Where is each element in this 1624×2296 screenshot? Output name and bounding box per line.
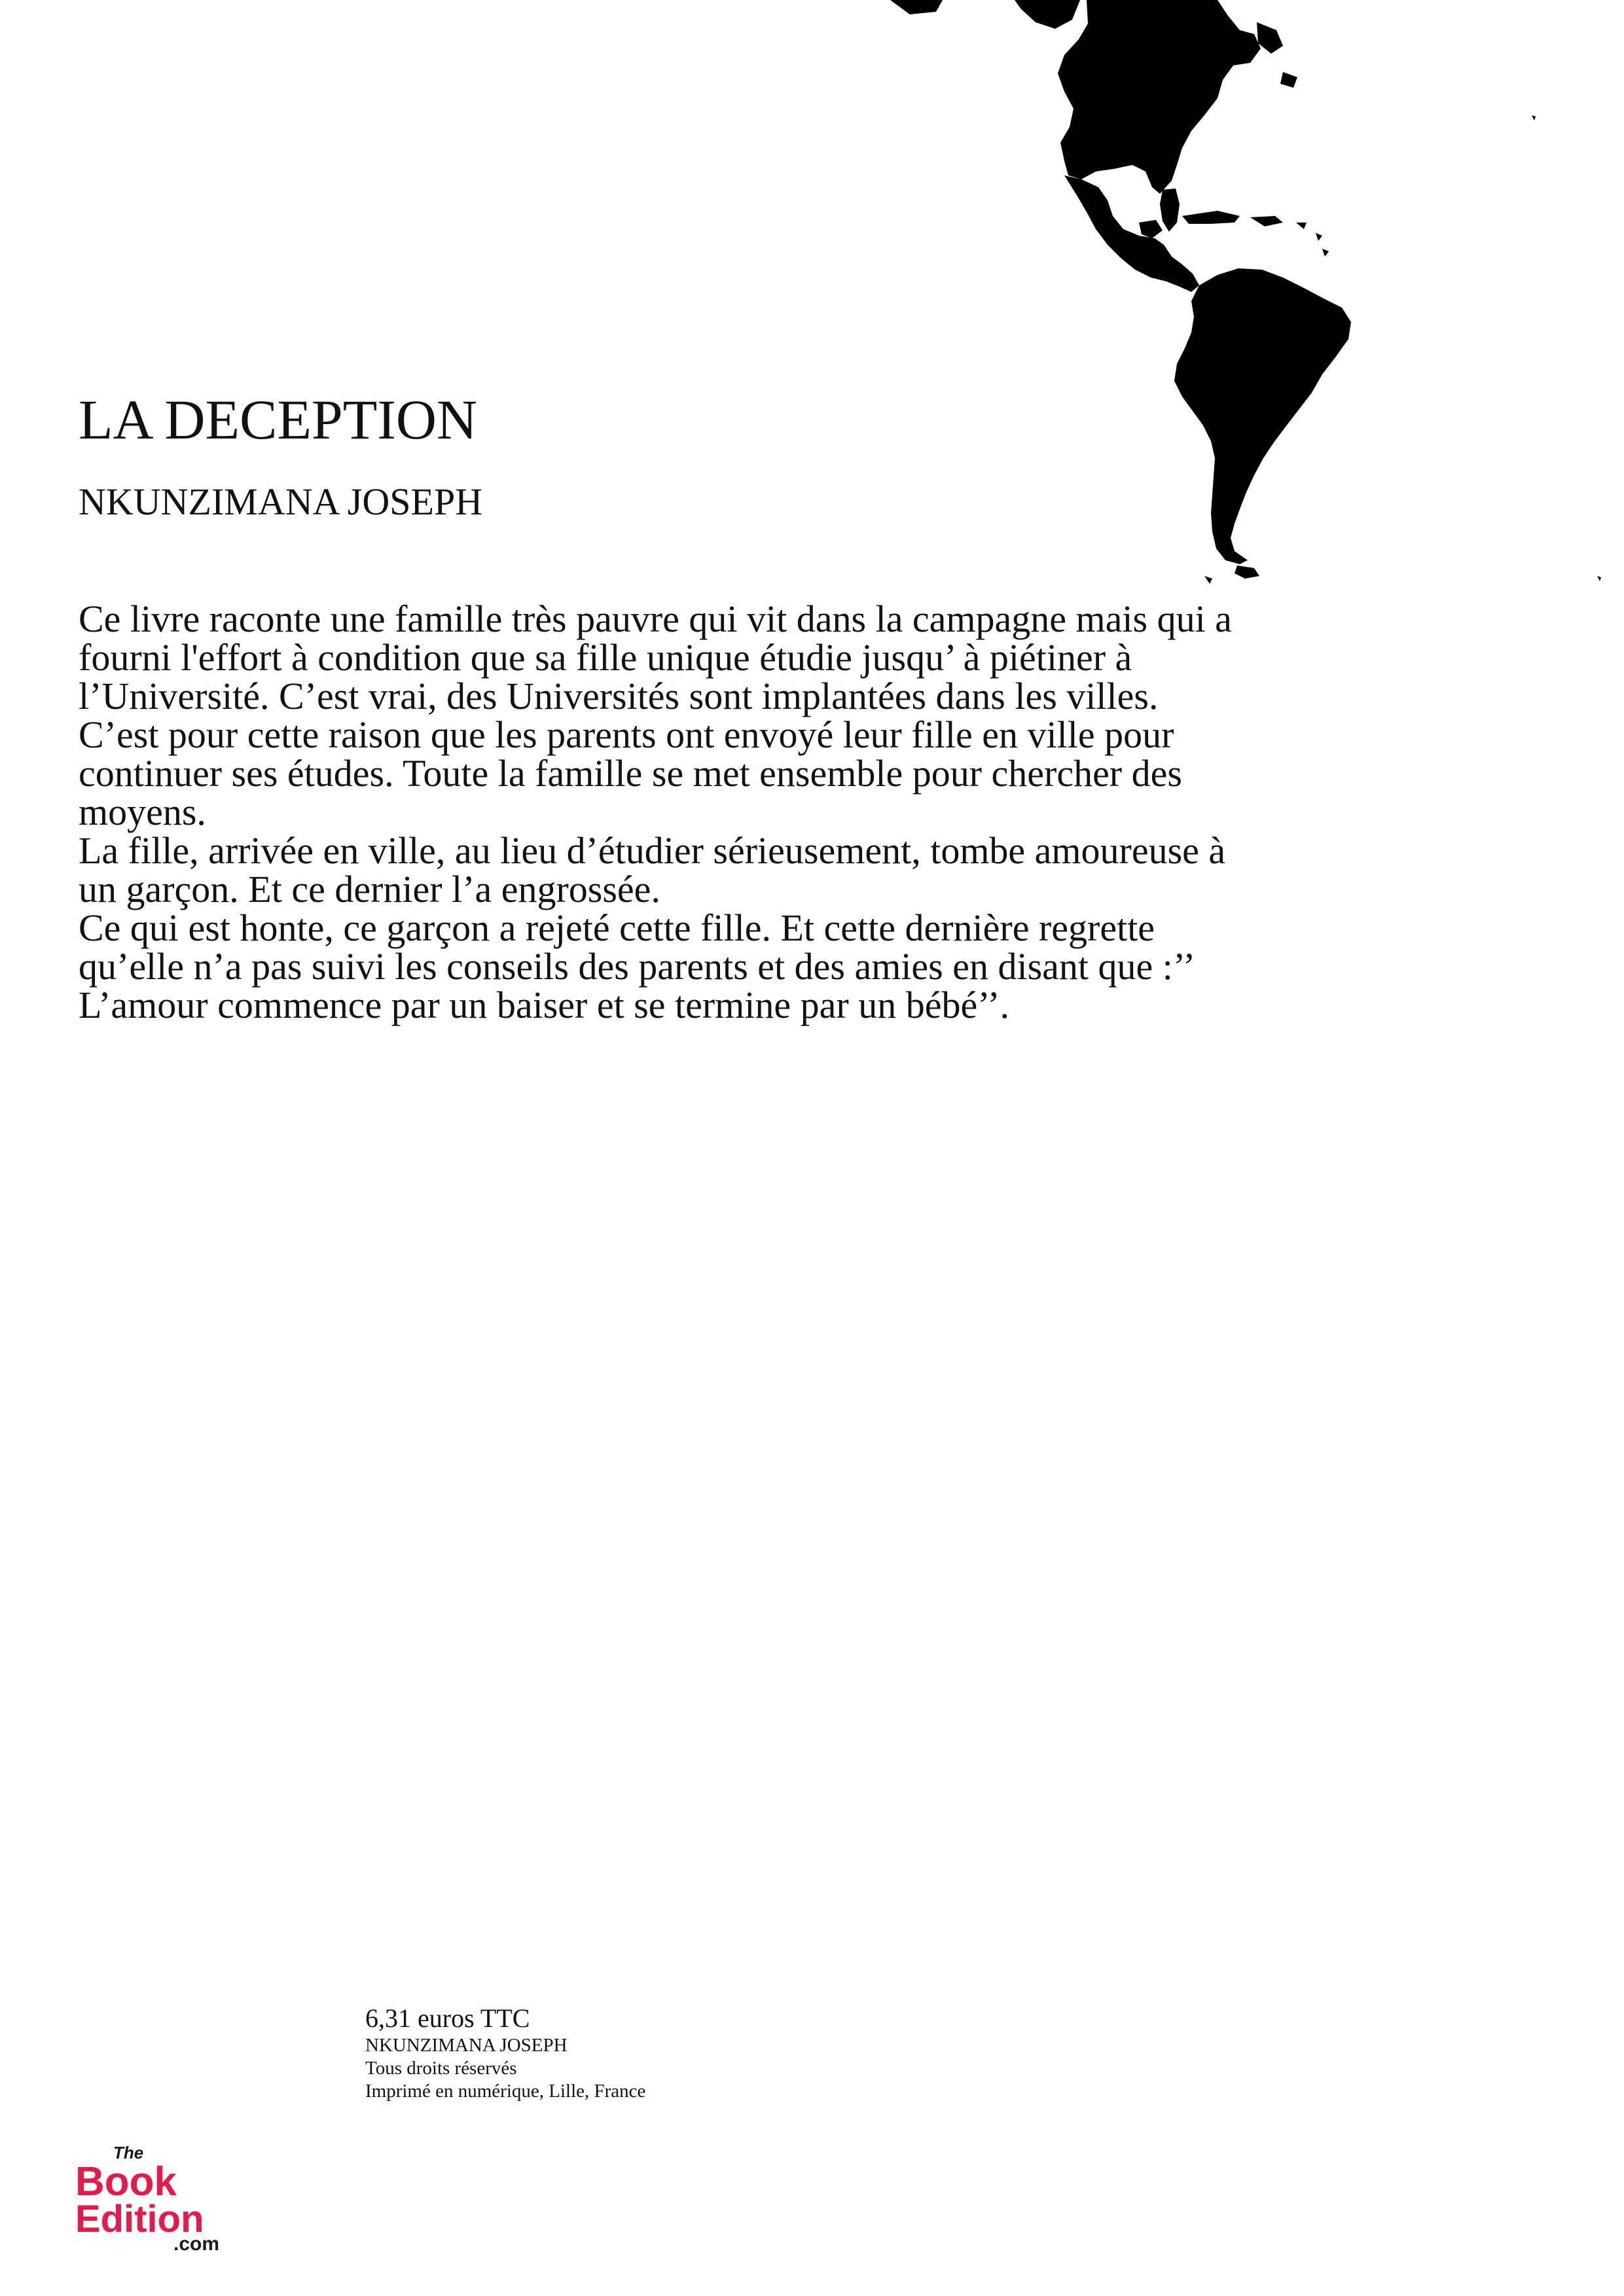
price: 6,31 euros TTC	[365, 2003, 530, 2033]
rights-notice: Tous droits réservés	[365, 2058, 517, 2079]
colophon	[365, 2003, 954, 2103]
synopsis-paragraph: La fille, arrivée en ville, au lieu d’étudier sérieusement, tombe amoureuse à un garçon. Et ce dernier l’a engrossée.	[79, 829, 1226, 910]
logo-com: .com	[173, 2233, 220, 2253]
print-location: Imprimé en numérique, Lille, France	[365, 2081, 646, 2102]
book-author: NKUNZIMANA JOSEPH	[79, 480, 483, 523]
americas-map-icon	[864, 0, 1624, 589]
book-title: LA DECEPTION	[79, 388, 478, 451]
logo-book: Book	[75, 2159, 177, 2204]
colophon-author: NKUNZIMANA JOSEPH	[365, 2035, 568, 2056]
logo-edition: Edition	[75, 2198, 204, 2240]
book-synopsis	[79, 600, 1244, 1024]
synopsis-paragraph: Ce livre raconte une famille très pauvre qui vit dans la campagne mais qui a fourni l'effort à condition que sa fille unique étudie jusqu’ à piétiner à l’Université. C’est vrai, des Universités sont implantées dans les villes. C’est pour cette raison que les parents ont envoyé leur fille en ville pour continuer ses études. Toute la famille se met ensemble pour chercher des moyens.	[79, 598, 1232, 833]
logo-the: The	[113, 2143, 144, 2162]
publisher-logo	[75, 2142, 239, 2253]
synopsis-paragraph: Ce qui est honte, ce garçon a rejeté cette fille. Et cette dernière regrette qu’elle n’a pas suivi les conseils des parents et des amies en disant que :’’ L’amour commence par un baiser et se termine par un bébé’’.	[79, 906, 1193, 1026]
